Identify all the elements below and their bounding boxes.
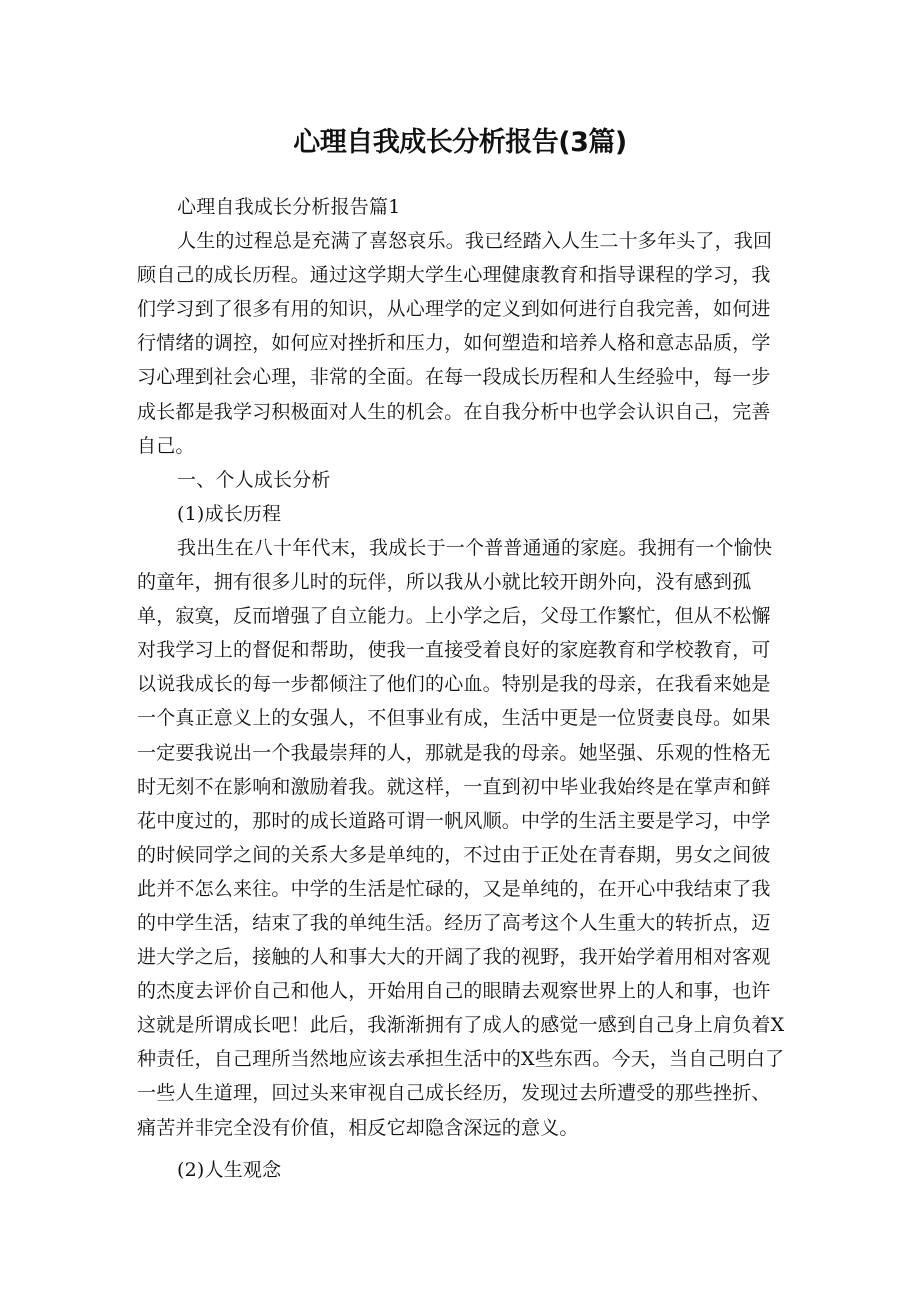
document-title: 心理自我成长分析报告(3篇) xyxy=(293,127,627,158)
heading-life-outlook: (2)人生观念 xyxy=(177,1158,282,1181)
paragraph-growth-history: 我出生在八十年代末，我成长于一个普普通通的家庭。我拥有一个愉快的童年，拥有很多儿时的玩伴，所以我从小就比较开朗外向，没有感到孤单，寂寞，反而增强了自立能力。上小学之后，父母工作繁忙，但从不松懈对我学习上的督促和帮助，使我一直接受着良好的家庭教育和学校教育，可以说我成长的每一步都倾注了他们的心血。特别是我的母亲，在我看来她是一个真正意义上的女强人，不但事业有成，生活中更是一位贤妻良母。如果一定要我说出一个我最崇拜的人，那就是我的母亲。她坚强、乐观的性格无时无刻不在影响和激励着我。就这样，一直到初中毕业我始终是在掌声和鲜花中度过的，那时的成长道路可谓一帆风顺。中学的生活主要是学习，中学的时候同学之间的关系大多是单纯的，不过由于正处在青春期，男女之间彼此并不怎么来往。中学的生活是忙碌的，又是单纯的，在开心中我结束了我的中学生活，结束了我的单纯生活。经历了高考这个人生重大的转折点，迈进大学之后，接触的人和事大大的开阔了我的视野，我开始学着用相对客观的杰度去评价自己和他人，开始用自己的眼睛去观察世界上的人和事，也许这就是所谓成长吧！此后，我渐渐拥有了成人的感觉一感到自己身上肩负着X种责任，自己理所当然地应该去承担生活中的X些东西。今天，当自己明白了一些人生道理，回过头来审视自己成长经历，发现过去所遭受的那些挫折、痛苦并非完全没有价值，相反它却隐含深远的意义。 xyxy=(137,536,785,1139)
heading-personal-growth: 一、个人成长分析 xyxy=(177,468,331,491)
section-subtitle: 心理自我成长分析报告篇1 xyxy=(177,196,401,218)
heading-growth-history: (1)成长历程 xyxy=(177,502,282,525)
document-body xyxy=(137,190,787,1187)
paragraph-intro: 人生的过程总是充满了喜怒哀乐。我已经踏入人生二十多年头了，我回顾自己的成长历程。通过这学期大学生心理健康教育和指导课程的学习，我们学习到了很多有用的知识，从心理学的定义到如何进行自我完善，如何进行情绪的调控，如何应对挫折和压力，如何塑造和培养人格和意志品质，学习心理到社会心理，非常的全面。在每一段成长历程和人生经验中，每一步成长都是我学习积极面对人生的机会。在自我分析中也学会认识自己，完善自己。 xyxy=(137,230,773,457)
